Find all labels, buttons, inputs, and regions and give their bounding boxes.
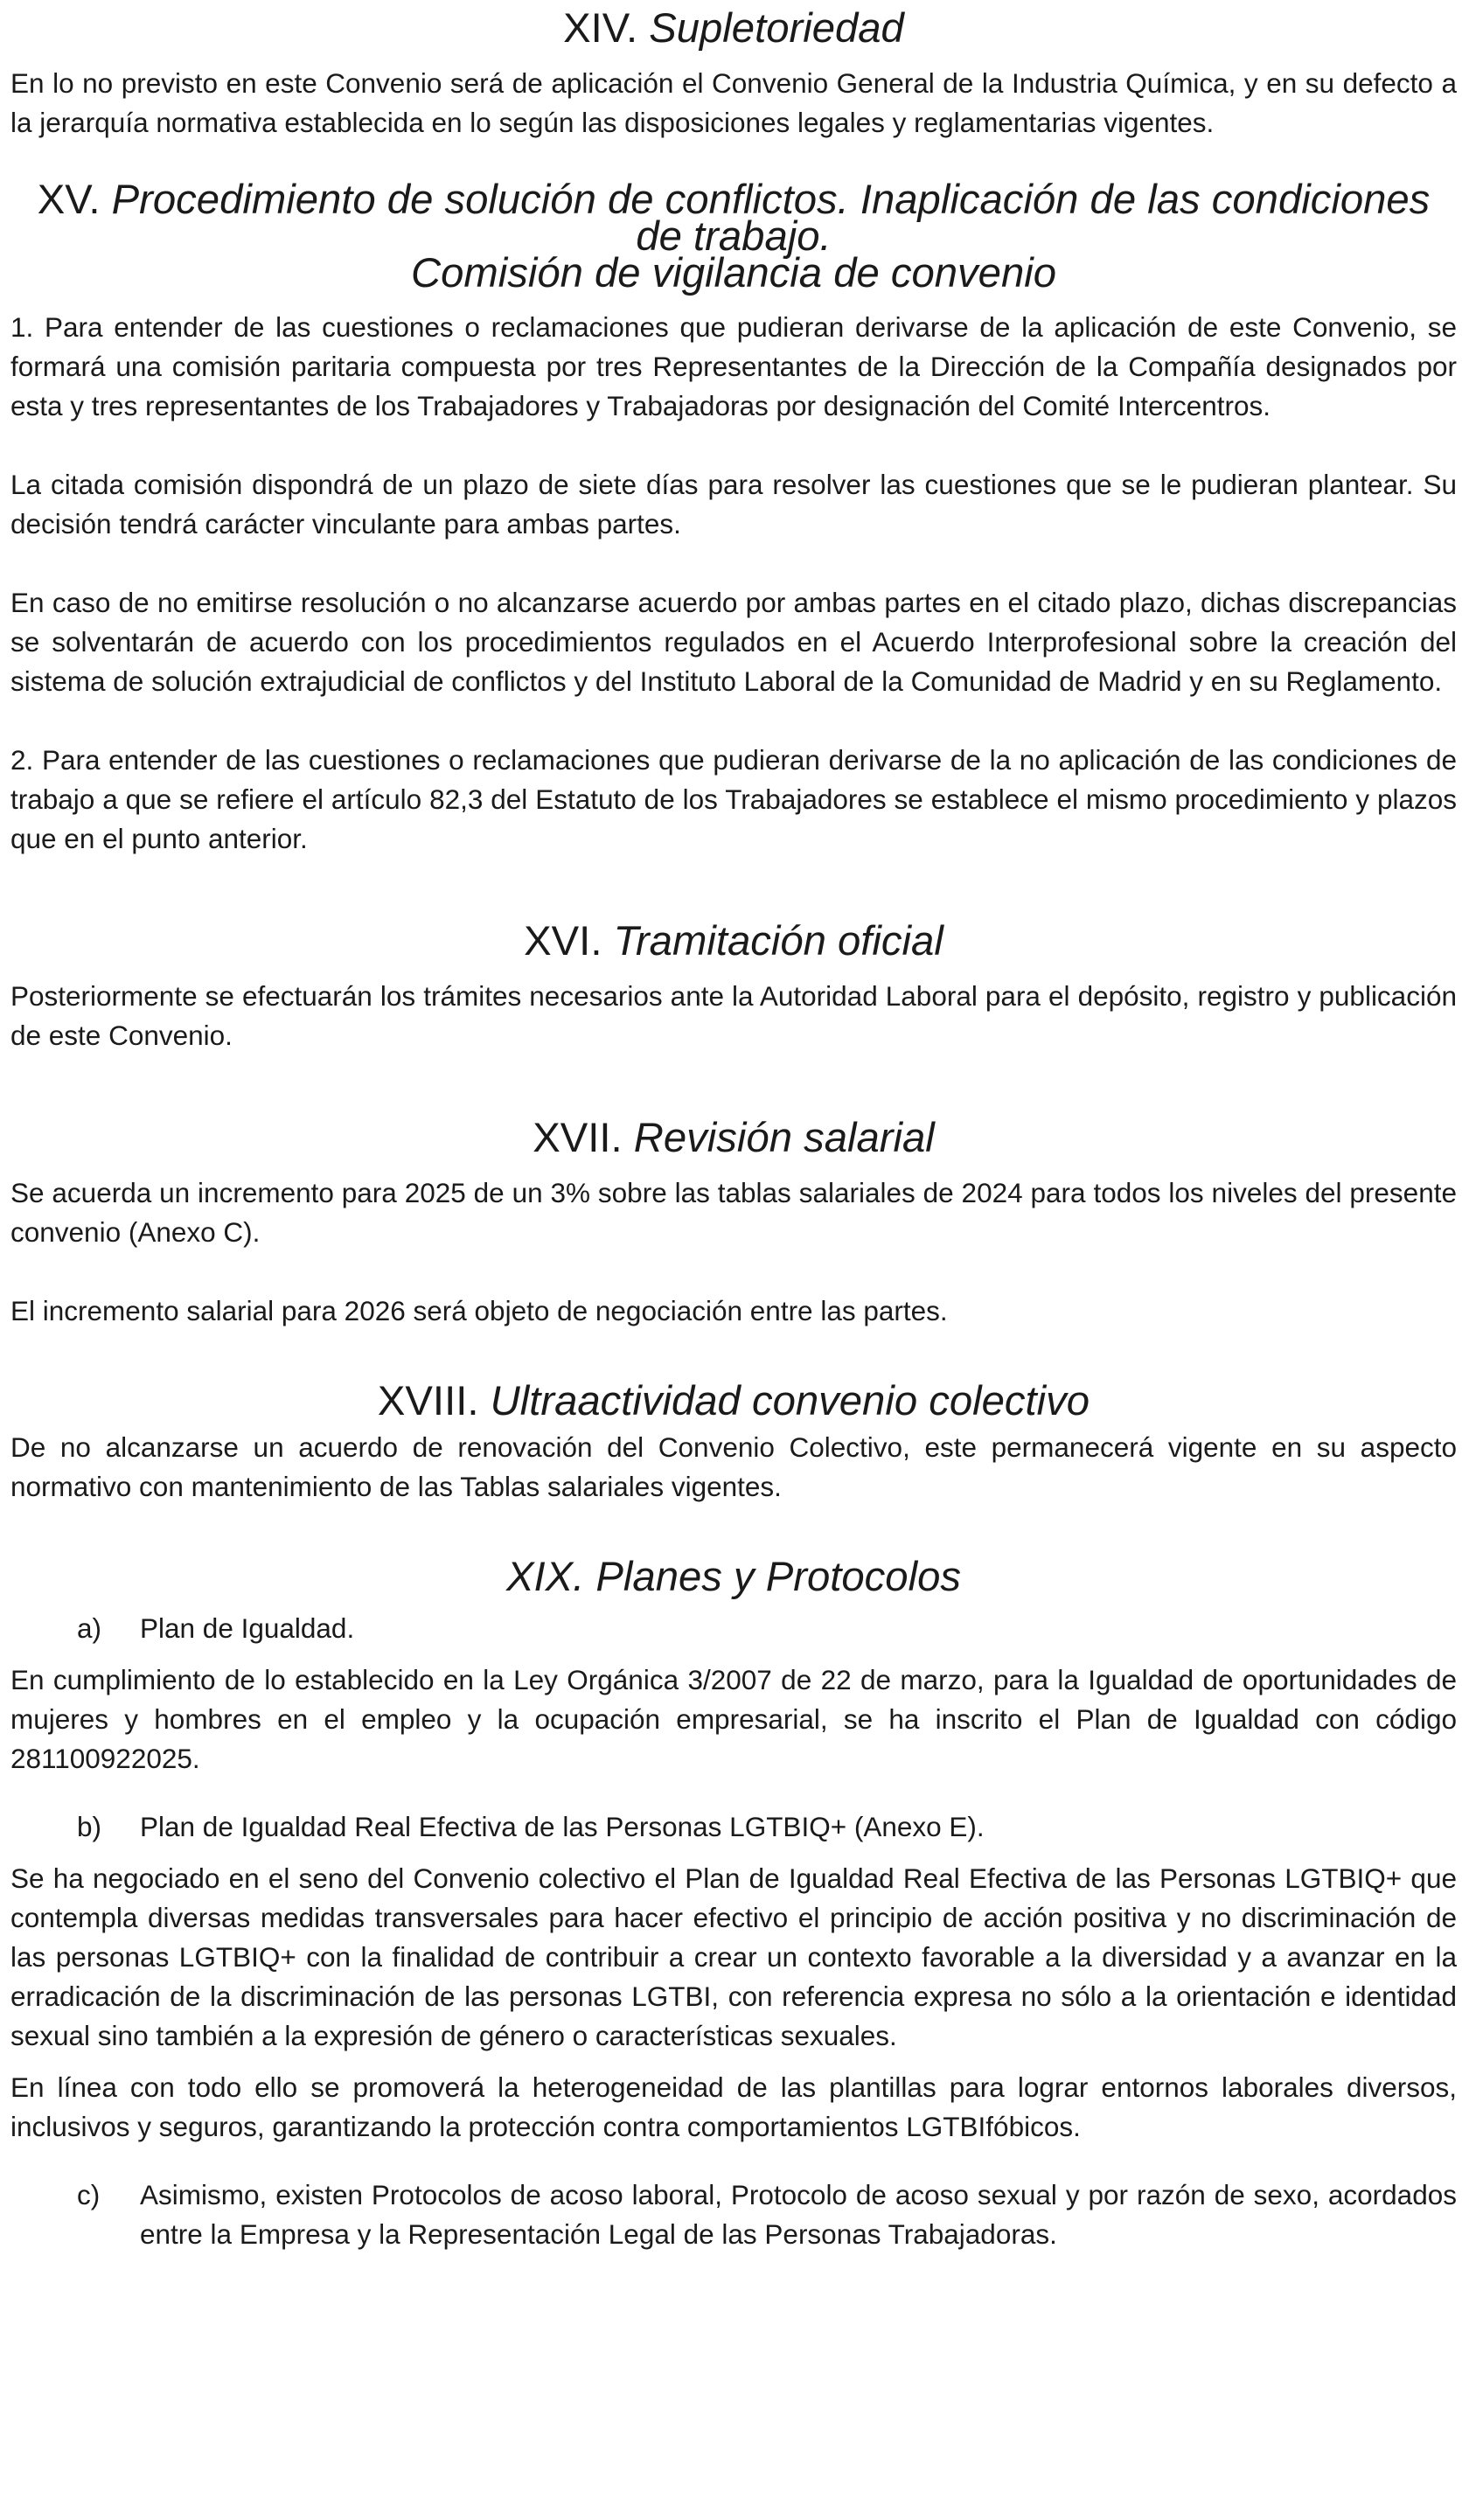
list-item-text: Asimismo, existen Protocolos de acoso laboral, Protocolo de acoso sexual y por razón de sexo, acordados entre la Empresa y la Representación Legal de las Personas Trabajadoras. xyxy=(140,2179,1457,2250)
section-heading-xix xyxy=(10,1554,1457,1600)
section-heading-xviii xyxy=(10,1378,1457,1424)
list-marker: c) xyxy=(77,2179,101,2210)
document-page xyxy=(0,5,1469,2520)
paragraph: Se ha negociado en el seno del Convenio colectivo el Plan de Igualdad Real Efectiva de las Personas LGTBIQ+ que contempla diversas medidas transversales para hacer efectivo el principio de acción positiva y no discriminación de las personas LGTBIQ+ con la finalidad de contribuir a crear un contexto favorable a la diversidad y a avanzar en la erradicación de la discriminación de las personas LGTBI, con referencia expresa no sólo a la orientación e identidad sexual sino también a la expresión de género o características sexuales. xyxy=(10,1862,1457,2051)
paragraph: El incremento salarial para 2026 será objeto de negociación entre las partes. xyxy=(10,1295,948,1326)
paragraph: De no alcanzarse un acuerdo de renovación del Convenio Colectivo, este permanecerá vigente en su aspecto normativo con mantenimiento de las Tablas salariales vigentes. xyxy=(10,1431,1457,1502)
section-title: Ultraactividad convenio colectivo xyxy=(490,1378,1090,1424)
paragraph: Posteriormente se efectuarán los trámites necesarios ante la Autoridad Laboral para el depósito, registro y publicación de este Convenio. xyxy=(10,980,1457,1051)
paragraph: 2. Para entender de las cuestiones o reclamaciones que pudieran derivarse de la no aplicación de las condiciones de trabajo a que se refiere el artículo 82,3 del Estatuto de los Trabajadores se establece el mismo procedimiento y plazos que en el punto anterior. xyxy=(10,744,1457,854)
section-number: XIV. xyxy=(563,5,638,52)
section-title: Supletoriedad xyxy=(649,5,904,52)
section-heading-xv xyxy=(10,177,1457,296)
section-title-line2: Comisión de vigilancia de convenio xyxy=(410,250,1057,296)
list-marker: a) xyxy=(77,1612,102,1644)
list-item-b xyxy=(10,1807,1457,1847)
list-item-text: Plan de Igualdad. xyxy=(140,1612,355,1644)
section-heading-xvii xyxy=(10,1115,1457,1161)
section-heading-xiv xyxy=(10,5,1457,52)
paragraph: En línea con todo ello se promoverá la heterogeneidad de las plantillas para lograr entornos laborales diversos, inclusivos y seguros, garantizando la protección contra comportamientos LGTBIfóbicos. xyxy=(10,2071,1457,2142)
paragraph: 1. Para entender de las cuestiones o reclamaciones que pudieran derivarse de la aplicación de este Convenio, se formará una comisión paritaria compuesta por tres Representantes de la Dirección de la Compañía designados por esta y tres representantes de los Trabajadores y Trabajadoras por designación del Comité Intercentros. xyxy=(10,311,1457,421)
paragraph: En lo no previsto en este Convenio será de aplicación el Convenio General de la Industria Química, y en su defecto a la jerarquía normativa establecida en lo según las disposiciones legales y reglamentarias vigentes. xyxy=(10,67,1457,138)
section-number: XV. xyxy=(37,177,101,223)
paragraph: La citada comisión dispondrá de un plazo de siete días para resolver las cuestiones que se le pudieran plantear. Su decisión tendrá carácter vinculante para ambas partes. xyxy=(10,469,1457,540)
list-item-c xyxy=(10,2175,1457,2254)
list-item-a xyxy=(10,1609,1457,1648)
section-heading-xvi xyxy=(10,918,1457,964)
list-item-text: Plan de Igualdad Real Efectiva de las Personas LGTBIQ+ (Anexo E). xyxy=(140,1811,985,1842)
paragraph: Se acuerda un incremento para 2025 de un 3% sobre las tablas salariales de 2024 para todos los niveles del presente convenio (Anexo C). xyxy=(10,1177,1457,1248)
section-title: Revisión salarial xyxy=(633,1115,935,1161)
section-number: XVI. xyxy=(524,918,602,964)
section-number: XVIII. xyxy=(377,1378,479,1424)
paragraph: En caso de no emitirse resolución o no alcanzarse acuerdo por ambas partes en el citado plazo, dichas discrepancias se solventarán de acuerdo con los procedimientos regulados en el Acuerdo Interprofesional sobre la creación del sistema de solución extrajudicial de conflictos y del Instituto Laboral de la Comunidad de Madrid y en su Reglamento. xyxy=(10,587,1457,697)
list-marker: b) xyxy=(77,1811,102,1842)
section-number: XVII. xyxy=(533,1115,623,1161)
section-title: Tramitación oficial xyxy=(613,918,943,964)
section-title-line1: Procedimiento de solución de conflictos. Inaplicación de las condiciones de trabajo. xyxy=(111,177,1431,260)
section-title: XIX. Planes y Protocolos xyxy=(505,1554,961,1600)
paragraph: En cumplimiento de lo establecido en la Ley Orgánica 3/2007 de 22 de marzo, para la Igualdad de oportunidades de mujeres y hombres en el empleo y la ocupación empresarial, se ha inscrito el Plan de Igualdad con código 281100922025. xyxy=(10,1664,1457,1774)
